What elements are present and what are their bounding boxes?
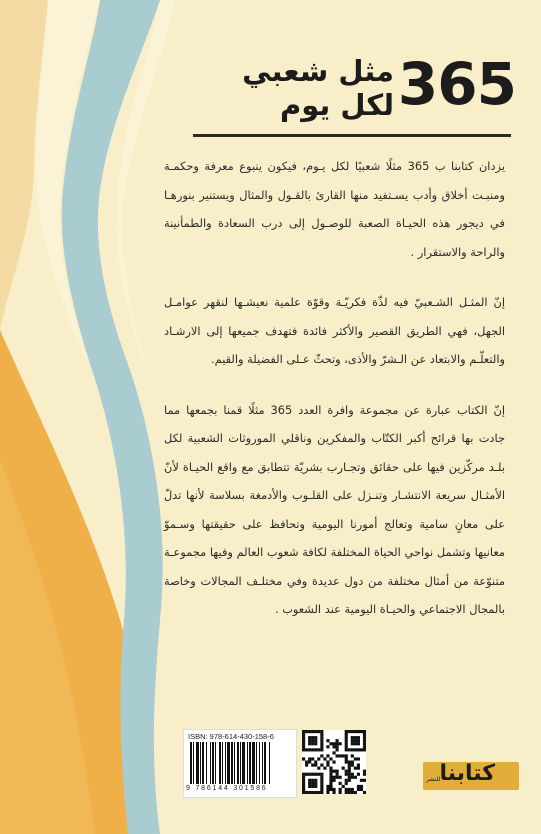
blurb-paragraph-2: إنّ المثـل الشـعبيّ فيه لذّة فكريّـة وقوّة علمية نعيشـها لنقهر عوامـل الجهل، فهي الطريق القصير والأكثر فائدة فتهدف جميعها إلى الارشـاد والتعلّـم والابتعاد عن الـشرّ والأذى، وتحثّ عـلى الفضيلة والقيم. <box>164 295 505 366</box>
blurb-text <box>164 152 505 646</box>
title-number: 365 <box>397 50 516 118</box>
publisher-logo <box>423 762 519 790</box>
barcode-digits: 9 786144 301586 <box>186 785 268 792</box>
title-line-1: مثل شعبي <box>242 54 394 88</box>
isbn-label: ISBN: 978-614-430-158-6 <box>188 732 274 741</box>
isbn-barcode <box>183 729 297 798</box>
qr-code-icon <box>302 730 366 794</box>
title-line-2: لكل يوم <box>279 88 394 122</box>
barcode-bars-icon <box>188 742 292 784</box>
book-title <box>240 47 520 127</box>
publisher-logo-tagline: للنشر <box>426 776 441 783</box>
publisher-logo-name: كتابنا <box>439 761 495 786</box>
blurb-paragraph-1: يزدان كتابنا ب 365 مثلًا شعبيًا لكل يـوم، فيكون ينبوع معرفة وحكمـة ومنبـت أخلاق وأدب يسـتفيد منها القارئ بالقـول والمثال ويستنير بنورهـا في ديجور هذه الحيـاة الصعبة للوصـول إلى درب السعادة والطمأنينة والراحة والاستقرار . <box>164 159 505 259</box>
blurb-paragraph-3: إنّ الكتاب عبارة عن مجموعة وافرة العدد 365 مثلًا قمنا بجمعها مما جادت بها قرائح أكبر الكتّاب والمفكرين وناقلي الموروثات الشعبية لكل بلـد مركّزين فيها على حقائق وتجـارب بشريّة تتطابق مع واقع الحيـاة لأنّ الأمثـال سريعة الانتشـار وتنـزل على القلـوب والأدمغة بسلاسة لأنها تدلّ على معانٍ سامية وتعالج أمورنا اليومية وتحافظ على حقيقتها وسـموّ معانيها وتشمل نواحي الحياة المختلفة لكافة شعوب العالم وفيها مجموعـة متنوّعة من أمثال مختلفة من دول عديدة وفي مختلـف المجالات وخاصة بالمجال الاجتماعي والحيـاة اليومية عند الشعوب . <box>164 402 505 616</box>
title-divider <box>193 134 511 137</box>
